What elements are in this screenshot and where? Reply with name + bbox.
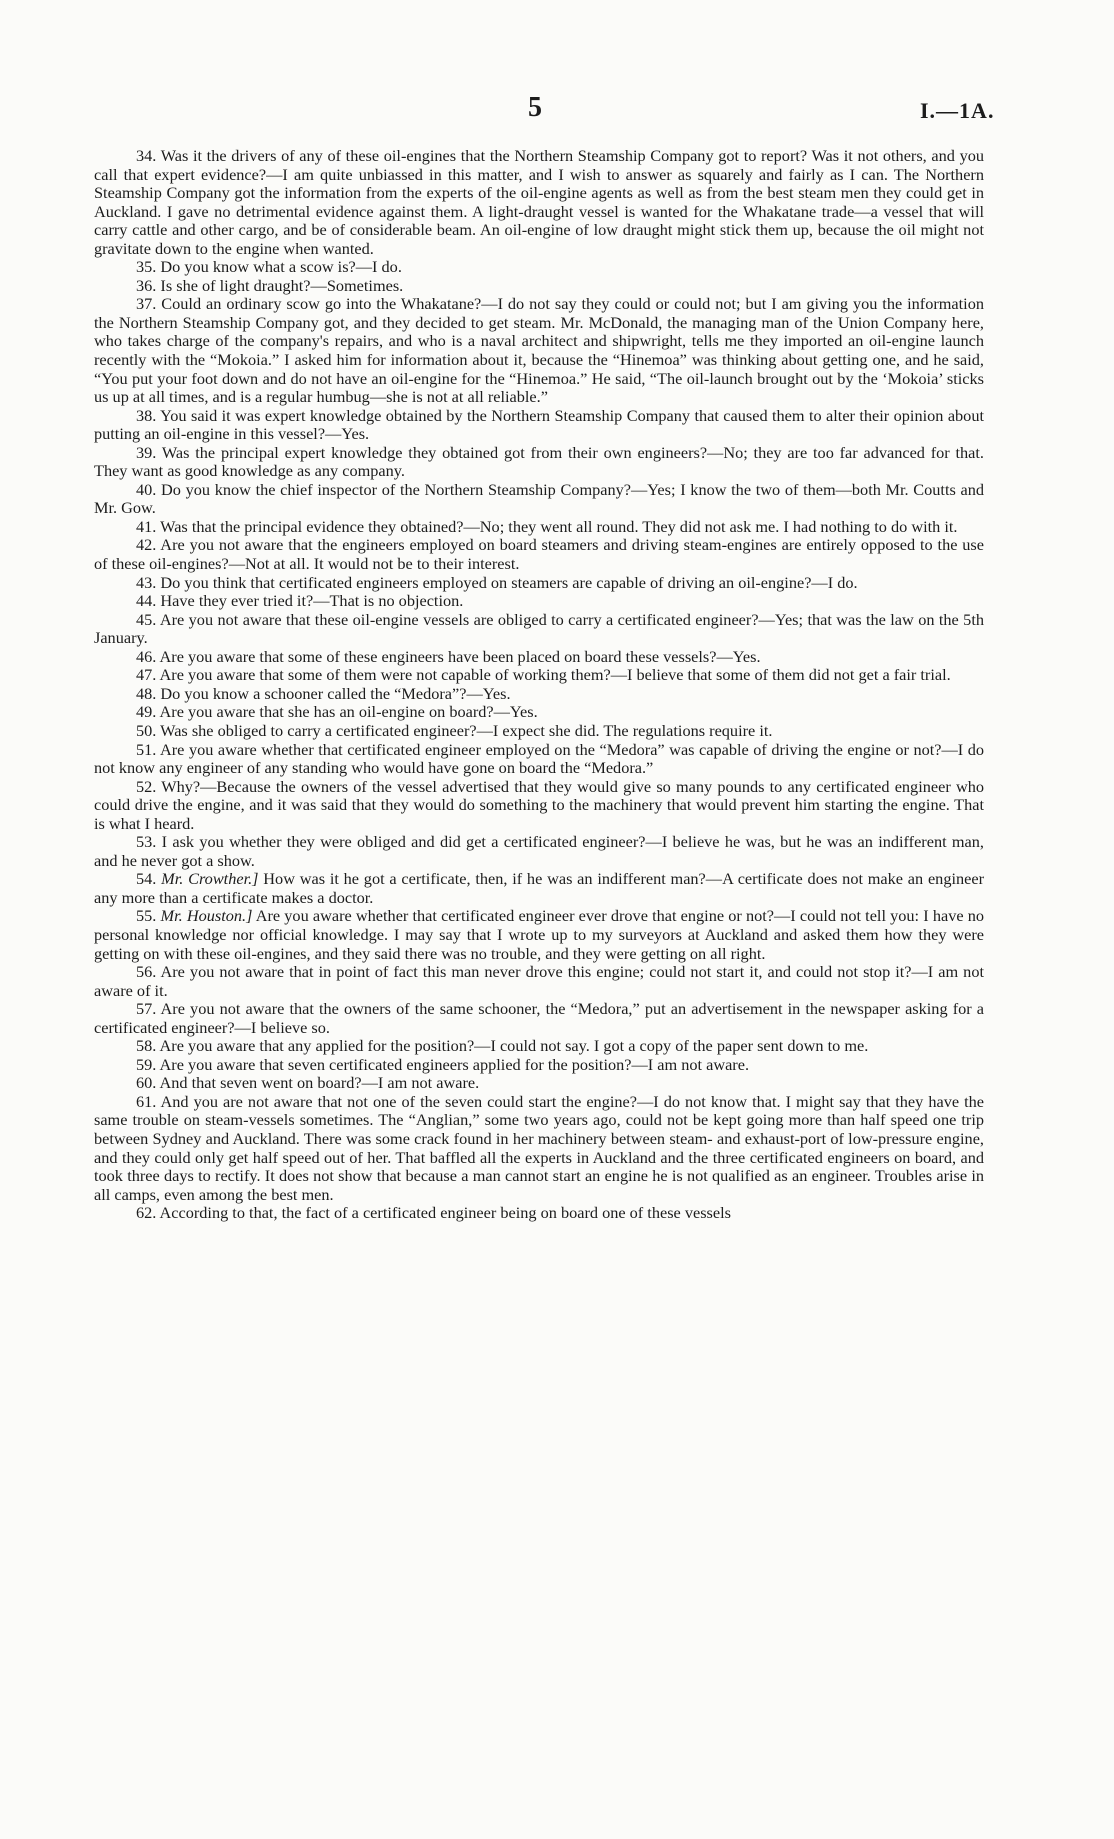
- speaker-name: Mr. Crowther.]: [161, 869, 259, 889]
- paragraph-53: 53. I ask you whether they were obliged and did get a certificated engineer?—I believe he was, but he was an indifferent man, and he never got a show.: [94, 832, 984, 870]
- paragraph-55: [94, 907, 984, 963]
- paragraph-37: 37. Could an ordinary scow go into the Whakatane?—I do not say they could or could not; but I am giving you the information the Northern Steamship Company got, and they decided to get steam. Mr. McDonald, the managing man of the Union Company here, who takes charge of the company's repairs, and who is a naval architect and shipwright, tells me they imported an oil-engine launch recently with the “Mokoia.” I asked him for information about it, because the “Hinemoa” was thinking about getting one, and he said, “You put your foot down and do not have an oil-engine for the “Hinemoa.” He said, “The oil-launch brought out by the ‘Mokoia’ sticks us up at all times, and is a regular humbug—she is not at all reliable.”: [94, 294, 984, 407]
- page-number: 5: [528, 92, 542, 123]
- evidence-transcript: [94, 147, 984, 1223]
- paragraph-47: 47. Are you aware that some of them were not capable of working them?—I believe that some of them did not get a fair trial.: [136, 665, 951, 685]
- paragraph-43: 43. Do you think that certificated engineers employed on steamers are capable of driving an oil-engine?—I do.: [136, 572, 858, 592]
- paragraph-46: 46. Are you aware that some of these engineers have been placed on board these vessels?—Yes.: [136, 646, 761, 666]
- paragraph-51: 51. Are you aware whether that certificated engineer employed on the “Medora” was capable of driving the engine or not?—I do not know any engineer of any standing who would have gone on board the “Medora.”: [94, 739, 984, 778]
- paragraph-59: 59. Are you aware that seven certificated engineers applied for the position?—I am not aware.: [136, 1054, 750, 1074]
- speaker-name: Mr. Houston.]: [160, 906, 253, 926]
- paragraph-36: 36. Is she of light draught?—Sometimes.: [136, 275, 404, 295]
- paragraph-42: 42. Are you not aware that the engineers employed on board steamers and driving steam-engines are entirely opposed to the use of these oil-engines?—Not at all. It would not be to their interest.: [94, 535, 984, 574]
- paragraph-45: 45. Are you not aware that these oil-engine vessels are obliged to carry a certificated engineer?—Yes; that was the law on the 5th January.: [94, 609, 984, 648]
- paragraph-39: 39. Was the principal expert knowledge they obtained got from their own engineers?—No; they are too far advanced for that. They want as good knowledge as any company.: [94, 442, 984, 481]
- paragraph-54: [94, 870, 984, 907]
- paragraph-35: 35. Do you know what a scow is?—I do.: [136, 257, 402, 277]
- document-reference: I.—1A.: [920, 98, 995, 123]
- question-number: 55.: [136, 906, 161, 926]
- paragraph-61: 61. And you are not aware that not one of the seven could start the engine?—I do not know that. I might say that they have the same trouble on steam-vessels sometimes. The “Anglian,” some two years ago, could not be kept going more than half speed one trip between Sydney and Auckland. There was some crack found in her machinery between steam- and exhaust-port of low-pressure engine, and they could only get half speed out of her. That baffled all the experts in Auckland and the three certificated engineers on board, and took three days to rectify. It does not show that because a man cannot start an engine he is not qualified as an engineer. Troubles arise in all camps, even among the best men.: [94, 1091, 984, 1204]
- question-number: 54.: [136, 869, 162, 889]
- paragraph-38: 38. You said it was expert knowledge obtained by the Northern Steamship Company that caused them to alter their opinion about putting an oil-engine in this vessel?—Yes.: [94, 405, 984, 444]
- paragraph-62: 62. According to that, the fact of a certificated engineer being on board one of these vessels: [136, 1203, 731, 1223]
- paragraph-44: 44. Have they ever tried it?—That is no objection.: [136, 591, 464, 611]
- paragraph-60: 60. And that seven went on board?—I am not aware.: [136, 1073, 480, 1093]
- paragraph-text: Are you aware whether that certificated engineer ever drove that engine or not?—I could not tell you: I have no personal knowledge nor official knowledge. I may say that I wrote up to my surveyors at Auckland and asked them how they were getting on with these oil-engines, and they said there was no trouble, and they were getting on all right.: [94, 906, 985, 963]
- paragraph-50: 50. Was she obliged to carry a certificated engineer?—I expect she did. The regulations require it.: [136, 720, 773, 740]
- paragraph-52: 52. Why?—Because the owners of the vessel advertised that they would give so many pounds to any certificated engineer who could drive the engine, and it was said that they would do something to the machinery that would prevent him starting the engine. That is what I heard.: [94, 776, 984, 833]
- paragraph-58: 58. Are you aware that any applied for the position?—I could not say. I got a copy of the paper sent down to me.: [136, 1036, 869, 1056]
- paragraph-text: How was it he got a certificate, then, if he was an indifferent man?—A certificate does not make an engineer any more than a certificate makes a doctor.: [94, 869, 985, 907]
- paragraph-41: 41. Was that the principal evidence they obtained?—No; they went all round. They did not ask me. I had nothing to do with it.: [136, 516, 958, 536]
- paragraph-57: 57. Are you not aware that the owners of the same schooner, the “Medora,” put an advertisement in the newspaper asking for a certificated engineer?—I believe so.: [94, 999, 984, 1037]
- paragraph-34: 34. Was it the drivers of any of these oil-engines that the Northern Steamship Company got to report? Was it not others, and you call that expert evidence?—I am quite unbiassed in this matter, and I wish to answer as squarely and fairly as I can. The Northern Steamship Company got the information from the experts of the oil-engine agents as well as from the best steam men they could get in Auckland. I gave no detrimental evidence against them. A light-draught vessel is wanted for the Whakatane trade—a vessel that will carry cattle and other cargo, and be of considerable beam. An oil-engine of low draught might stick them up, because the oil might not gravitate down to the engine when wanted.: [94, 146, 984, 258]
- paragraph-56: 56. Are you not aware that in point of fact this man never drove this engine; could not start it, and could not stop it?—I am not aware of it.: [94, 962, 984, 1000]
- paragraph-48: 48. Do you know a schooner called the “Medora”?—Yes.: [136, 683, 511, 703]
- paragraph-49: 49. Are you aware that she has an oil-engine on board?—Yes.: [136, 702, 538, 722]
- paragraph-40: 40. Do you know the chief inspector of the Northern Steamship Company?—Yes; I know the two of them—both Mr. Coutts and Mr. Gow.: [94, 479, 984, 518]
